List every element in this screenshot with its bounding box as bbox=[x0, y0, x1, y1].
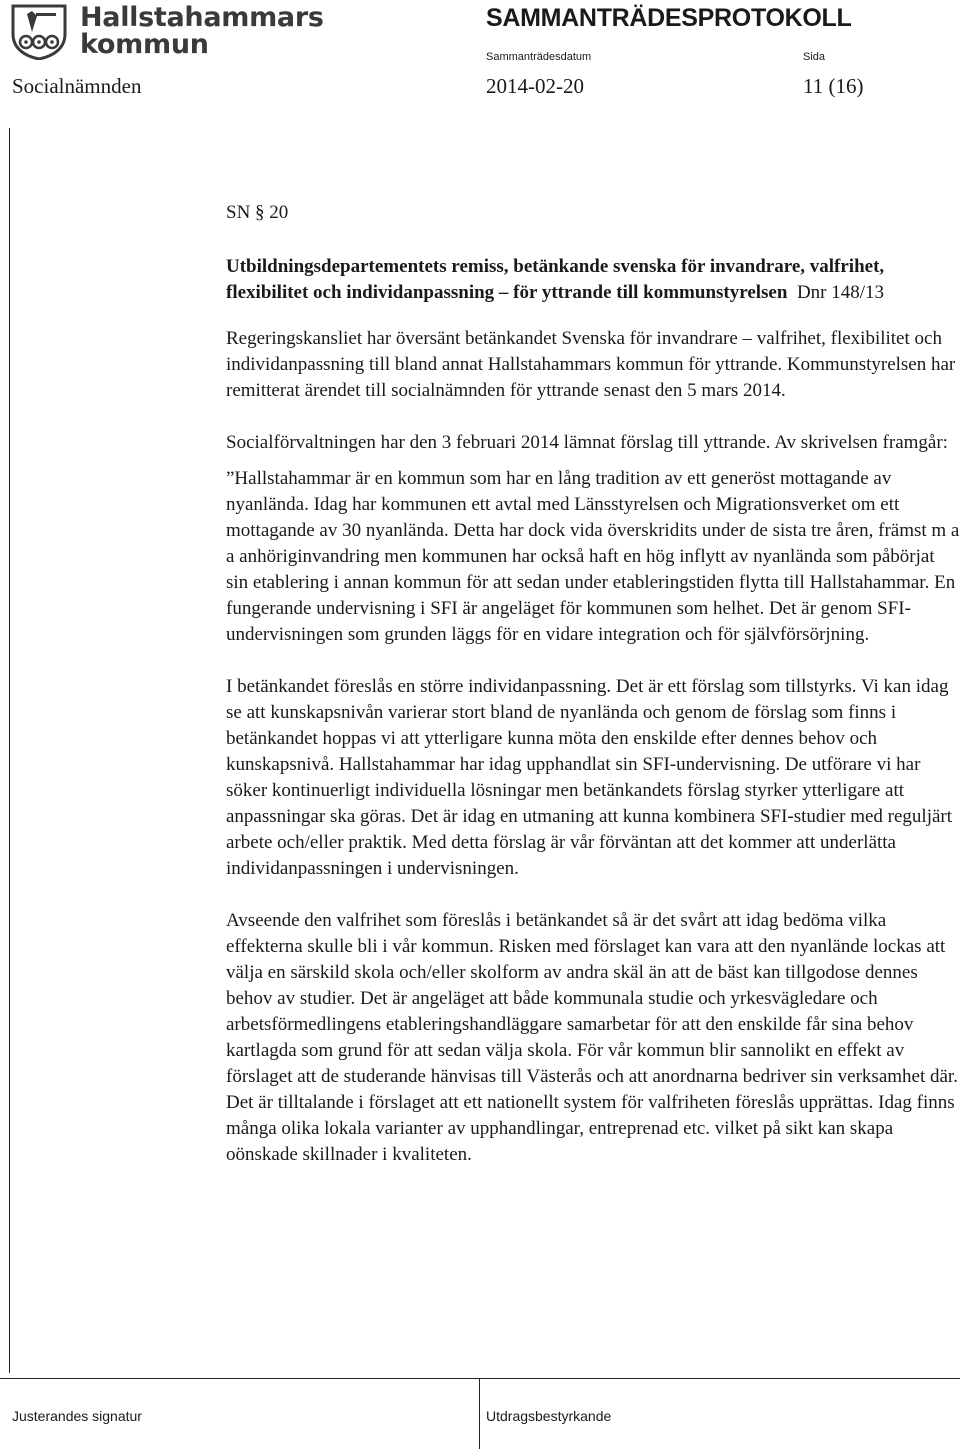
document-title: SAMMANTRÄDESPROTOKOLL bbox=[486, 4, 852, 32]
meeting-date: 2014-02-20 bbox=[486, 74, 584, 98]
section-heading bbox=[226, 254, 960, 306]
footer-divider bbox=[0, 1378, 960, 1379]
footer-column-divider bbox=[479, 1378, 480, 1449]
extract-label: Utdragsbestyrkande bbox=[486, 1408, 612, 1424]
coat-of-arms-icon bbox=[10, 4, 68, 60]
signature-label: Justerandes signatur bbox=[12, 1408, 142, 1424]
left-margin-rule bbox=[9, 128, 10, 1373]
page-number: 11 (16) bbox=[803, 74, 864, 98]
page-label: Sida bbox=[803, 51, 826, 63]
paragraph: Regeringskansliet har översänt betänkandet Svenska för invandrare – valfrihet, flexibilitet och individanpassning till bland annat Hallstahammars kommun för yttrande. Kommunstyrelsen har remitterat ärendet till socialnämnden för yttrande senast den 5 mars 2014. bbox=[226, 328, 956, 401]
protocol-body bbox=[226, 200, 960, 1194]
logo-wordmark bbox=[80, 4, 324, 58]
paragraph: Socialförvaltningen har den 3 februari 2014 lämnat förslag till yttrande. Av skrivelsen framgår: bbox=[226, 432, 948, 453]
logo-line-2: kommun bbox=[80, 29, 209, 60]
logo-line-1: Hallstahammars bbox=[80, 2, 324, 33]
section-number: SN § 20 bbox=[226, 202, 289, 223]
date-label: Sammanträdesdatum bbox=[486, 51, 592, 63]
quoted-paragraph: Avseende den valfrihet som föreslås i betänkandet så är det svårt att idag bedöma vilka effekterna skulle bli i vår kommun. Risken med förslaget kan vara att den nyanlände lockas att välja en särskild skola och/eller skolform av andra skäl än att de bäst kan tillgodose dennes behov av studier. Det är angeläget att både kommunala studie och yrkesvägledare och arbetsförmedlingens etableringshandläggare samarbetar för att den enskilde får sina behov kartlagda som grund för att sedan välja skola. För vår kommun blir sannolikt en effekt av förslaget att de studerande hänvisas till Västerås och att anordnarna bedriver sin verksamhet där. Det är tilltalande i förslaget att ett nationellt system för valfriheten föreslås upprättas. Idag finns många olika lokala varianter av upphandlingar, entreprenad etc. vilket på sikt kan skapa oönskade skillnader i kvaliteten. bbox=[226, 910, 958, 1165]
committee-name: Socialnämnden bbox=[12, 74, 142, 98]
municipality-logo bbox=[10, 2, 324, 60]
heading-text: Utbildningsdepartementets remiss, betänkande svenska för invandrare, valfrihet, flexibilitet och individanpassning – för yttrande till kommunstyrelsen bbox=[226, 256, 885, 303]
case-number: Dnr 148/13 bbox=[796, 282, 885, 303]
quoted-paragraph: ”Hallstahammar är en kommun som har en lång tradition av ett generöst mottagande av nyanlända. Idag har kommunen ett avtal med Länsstyrelsen och Migrationsverket om ett mottagande av 30 nyanlända. Detta har dock vida överskridits under de sista tre åren, främst m a a anhöriginvandring men kommunen har också haft en hög inflytt av nyanlända som påbörjat sin etablering i annan kommun för att sedan under etableringstiden flytta till Hallstahammar. En fungerande undervisning i SFI är angeläget för kommunen som helhet. Det är genom SFI-undervisningen som grunden läggs för en vidare integration och för självförsörjning. bbox=[226, 468, 960, 645]
quoted-paragraph: I betänkandet föreslås en större individanpassning. Det är ett förslag som tillstyrks. Vi kan idag se att kunskapsnivån varierar stort bland de nyanlända och genom de förslag som finns i betänkandet hoppas vi att ytterligare kunna möta den enskilde efter dennes behov och kunskapsnivå. Hallstahammar har idag upphandlat sin SFI-undervisning. De utförare vi har söker kontinuerligt individuella lösningar men betänkandets förslag styrker ytterligare att anpassningar ska göras. Det är idag en utmaning att kunna kombinera SFI-studier med reguljärt arbete och/eller praktik. Med detta förslag är vår förväntan att det kommer att underlätta individanpassningen i undervisningen. bbox=[226, 676, 953, 879]
